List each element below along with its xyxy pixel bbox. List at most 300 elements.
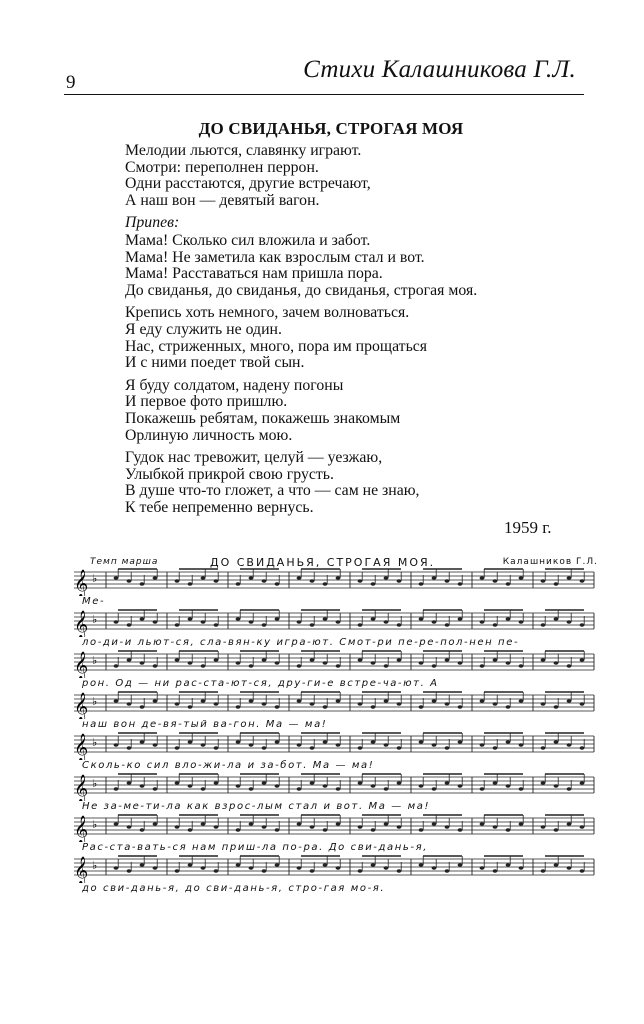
note-head — [175, 781, 180, 785]
note-head — [493, 781, 498, 785]
note-head — [323, 617, 328, 621]
staff — [60, 853, 600, 883]
note-head — [127, 869, 132, 873]
note-head — [249, 866, 254, 870]
note-head — [371, 661, 376, 665]
note-head — [541, 658, 546, 662]
lyric-line: Рас-ста-вать-ся нам приш-ла по-ра. До сви-дань-я, — [82, 842, 428, 853]
note-head — [188, 661, 193, 665]
treble-clef-icon: 𝄞 — [74, 733, 89, 760]
note-head — [127, 825, 132, 829]
music-system — [60, 730, 600, 772]
note-head — [580, 579, 585, 583]
page-header — [64, 50, 584, 93]
note-head — [419, 705, 424, 709]
note-head — [506, 784, 511, 788]
poem-line: Я буду солдатом, надену погоны — [125, 376, 344, 394]
note-head — [458, 828, 463, 832]
note-head — [262, 746, 267, 750]
stanza-2 — [125, 305, 585, 371]
note-head — [384, 664, 389, 668]
note-head — [419, 863, 424, 867]
note-head — [493, 579, 498, 583]
note-head — [567, 576, 572, 580]
note-head — [236, 740, 241, 744]
note-head — [249, 576, 254, 580]
note-head — [323, 828, 328, 832]
staff — [60, 730, 600, 760]
note-head — [310, 869, 315, 873]
poem-line: До свиданья, до свиданья, до свиданья, строгая моя. — [125, 281, 478, 299]
note-head — [262, 702, 267, 706]
note-head — [493, 746, 498, 750]
note-head — [506, 617, 511, 621]
note-head — [153, 822, 158, 826]
note-head — [358, 781, 363, 785]
poem-line: Орлиную личность мою. — [125, 426, 293, 444]
note-head — [432, 664, 437, 668]
note-head — [236, 705, 241, 709]
note-head — [397, 825, 402, 829]
note-head — [214, 658, 219, 662]
note-head — [140, 863, 145, 867]
note-head — [371, 582, 376, 586]
treble-clef-icon: 𝄞 — [74, 569, 89, 596]
note-head — [506, 828, 511, 832]
note-head — [480, 576, 485, 580]
note-head — [153, 866, 158, 870]
note-head — [336, 743, 341, 747]
note-head — [323, 863, 328, 867]
note-head — [297, 664, 302, 668]
note-head — [371, 740, 376, 744]
note-head — [580, 702, 585, 706]
music-system — [60, 812, 600, 854]
note-head — [114, 743, 119, 747]
note-head — [458, 582, 463, 586]
note-head — [397, 658, 402, 662]
note-head — [458, 863, 463, 867]
note-head — [201, 822, 206, 826]
note-head — [127, 658, 132, 662]
poem-line: А наш вон — девятый вагон. — [125, 191, 320, 209]
lyric-line: Сколь-ко сил вло-жи-ла и за-бот. Ма — ма! — [82, 760, 375, 771]
staff — [60, 648, 600, 678]
note-head — [140, 828, 145, 832]
note-head — [567, 743, 572, 747]
note-head — [384, 576, 389, 580]
note-head — [201, 576, 206, 580]
note-head — [480, 620, 485, 624]
note-head — [140, 705, 145, 709]
note-head — [175, 623, 180, 627]
note-head — [419, 828, 424, 832]
note-head — [358, 825, 363, 829]
note-head — [480, 743, 485, 747]
lyric-line: ло-ди-и льют-ся, сла-вян-ку игра-ют. Смот-ри пе-ре-пол-нен пе- — [82, 637, 520, 648]
note-head — [175, 658, 180, 662]
note-head — [519, 866, 524, 870]
note-head — [358, 746, 363, 750]
note-head — [567, 699, 572, 703]
note-head — [419, 784, 424, 788]
note-head — [236, 828, 241, 832]
staff — [60, 812, 600, 842]
note-head — [236, 582, 241, 586]
note-head — [519, 822, 524, 826]
note-head — [397, 623, 402, 627]
music-system — [60, 771, 600, 813]
note-head — [249, 787, 254, 791]
note-head — [493, 825, 498, 829]
poem-line: Я еду служить не один. — [125, 320, 282, 338]
note-head — [519, 620, 524, 624]
note-head — [201, 743, 206, 747]
note-head — [371, 828, 376, 832]
note-head — [432, 787, 437, 791]
treble-clef-icon: 𝄞 — [74, 856, 89, 883]
staff — [60, 566, 600, 596]
note-head — [506, 661, 511, 665]
poem-line: В душе что-то гложет, а что — сам не знаю, — [125, 482, 420, 500]
note-head — [140, 617, 145, 621]
note-head — [336, 866, 341, 870]
note-head — [310, 658, 315, 662]
note-head — [541, 825, 546, 829]
staff — [60, 689, 600, 719]
note-head — [554, 582, 559, 586]
header-rule — [64, 94, 584, 95]
note-head — [114, 664, 119, 668]
note-head — [114, 822, 119, 826]
note-head — [188, 828, 193, 832]
lyric-line: наш вон де-вя-тый ва-гон. Ма — ма! — [82, 719, 328, 730]
note-head — [297, 822, 302, 826]
composer-name: Калашников Г.Л. — [502, 557, 598, 567]
note-head — [127, 623, 132, 627]
note-head — [310, 746, 315, 750]
note-head — [249, 664, 254, 668]
note-head — [541, 579, 546, 583]
note-head — [175, 825, 180, 829]
note-head — [506, 705, 511, 709]
note-head — [480, 699, 485, 703]
note-head — [432, 699, 437, 703]
poem-line: Покажешь ребятам, покажешь знакомым — [125, 409, 401, 427]
note-head — [153, 743, 158, 747]
poem-line: Одни расстаются, другие встречают, — [125, 175, 371, 193]
note-head — [445, 781, 450, 785]
treble-clef-icon: 𝄞 — [74, 815, 89, 842]
poem-date: 1959 г. — [504, 518, 552, 537]
note-head — [432, 822, 437, 826]
note-head — [310, 702, 315, 706]
note-head — [445, 702, 450, 706]
treble-clef-icon: 𝄞 — [74, 610, 89, 637]
note-head — [236, 784, 241, 788]
note-head — [140, 661, 145, 665]
note-head — [249, 699, 254, 703]
tempo-marking: Темп марша — [90, 557, 159, 567]
note-head — [445, 825, 450, 829]
flat-sign-icon: ♭ — [92, 613, 98, 626]
note-head — [541, 623, 546, 627]
note-head — [458, 705, 463, 709]
note-head — [567, 822, 572, 826]
note-head — [445, 869, 450, 873]
note-head — [262, 869, 267, 873]
note-head — [419, 617, 424, 621]
note-head — [153, 620, 158, 624]
note-head — [458, 740, 463, 744]
note-head — [336, 699, 341, 703]
note-head — [358, 623, 363, 627]
note-head — [371, 784, 376, 788]
poem-line: Мелодии льются, славянку играют. — [125, 142, 362, 159]
note-head — [567, 664, 572, 668]
note-head — [541, 869, 546, 873]
note-head — [554, 828, 559, 832]
page-number: 9 — [66, 72, 76, 93]
note-head — [336, 822, 341, 826]
note-head — [358, 658, 363, 662]
note-head — [323, 740, 328, 744]
note-head — [567, 866, 572, 870]
note-head — [519, 743, 524, 747]
note-head — [114, 787, 119, 791]
poem-line: Крепись хоть немного, зачем волноваться. — [125, 304, 410, 322]
note-head — [480, 664, 485, 668]
note-head — [297, 699, 302, 703]
note-head — [580, 869, 585, 873]
note-head — [153, 576, 158, 580]
note-head — [480, 787, 485, 791]
note-head — [384, 699, 389, 703]
lyric-line: до сви-дань-я, до сви-дань-я, стро-гая мо-я. — [82, 883, 386, 894]
note-head — [554, 784, 559, 788]
note-head — [580, 825, 585, 829]
music-system — [60, 566, 600, 608]
note-head — [249, 822, 254, 826]
note-head — [201, 787, 206, 791]
note-head — [214, 746, 219, 750]
note-head — [297, 866, 302, 870]
lyric-line: Не за-ме-ти-ла как взрос-лым стал и вот. Ма — ма! — [82, 801, 431, 812]
flat-sign-icon: ♭ — [92, 736, 98, 749]
note-head — [519, 664, 524, 668]
flat-sign-icon: ♭ — [92, 777, 98, 790]
note-head — [236, 863, 241, 867]
note-head — [541, 746, 546, 750]
note-head — [275, 784, 280, 788]
note-head — [519, 787, 524, 791]
note-head — [201, 699, 206, 703]
note-head — [188, 705, 193, 709]
note-head — [384, 743, 389, 747]
note-head — [214, 869, 219, 873]
sheet-music — [60, 552, 600, 902]
note-head — [432, 620, 437, 624]
note-head — [432, 576, 437, 580]
lyric-line: Ме- — [82, 596, 106, 607]
music-system — [60, 607, 600, 649]
note-head — [480, 822, 485, 826]
note-head — [371, 705, 376, 709]
note-head — [336, 620, 341, 624]
note-head — [262, 781, 267, 785]
note-head — [140, 582, 145, 586]
note-head — [175, 579, 180, 583]
note-head — [384, 787, 389, 791]
note-head — [445, 623, 450, 627]
note-head — [140, 740, 145, 744]
note-head — [371, 863, 376, 867]
flat-sign-icon: ♭ — [92, 859, 98, 872]
note-head — [275, 740, 280, 744]
note-head — [358, 702, 363, 706]
note-head — [567, 787, 572, 791]
poem-line: Гудок нас тревожит, целуй — уезжаю, — [125, 449, 383, 467]
note-head — [297, 620, 302, 624]
score-title: ДО СВИДАНЬЯ, СТРОГАЯ МОЯ. — [210, 556, 436, 569]
note-head — [580, 658, 585, 662]
note-head — [262, 658, 267, 662]
note-head — [397, 702, 402, 706]
note-head — [127, 579, 132, 583]
note-head — [397, 746, 402, 750]
note-head — [493, 702, 498, 706]
note-head — [458, 661, 463, 665]
note-head — [214, 825, 219, 829]
lyric-line: рон. Од — ни рас-ста-ют-ся, дру-ги-е встре-ча-ют. А — [82, 678, 439, 689]
note-head — [323, 661, 328, 665]
note-head — [554, 705, 559, 709]
treble-clef-icon: 𝄞 — [74, 692, 89, 719]
poem-body — [125, 143, 585, 522]
note-head — [506, 740, 511, 744]
poem-line: И с ними поедет твой сын. — [125, 354, 305, 372]
treble-clef-icon: 𝄞 — [74, 774, 89, 801]
music-system — [60, 853, 600, 895]
note-head — [127, 702, 132, 706]
flat-sign-icon: ♭ — [92, 695, 98, 708]
note-head — [541, 781, 546, 785]
note-head — [580, 746, 585, 750]
note-head — [214, 702, 219, 706]
note-head — [554, 863, 559, 867]
note-head — [297, 576, 302, 580]
staff — [60, 771, 600, 801]
note-head — [127, 781, 132, 785]
stanza-3 — [125, 378, 585, 444]
note-head — [275, 582, 280, 586]
note-head — [249, 743, 254, 747]
poem-line: Нас, стриженных, много, пора им прощаться — [125, 337, 428, 355]
poem-line: Мама! Не заметила как взрослым стал и вот. — [125, 248, 425, 266]
staff — [60, 607, 600, 637]
note-head — [249, 620, 254, 624]
note-head — [458, 617, 463, 621]
note-head — [188, 784, 193, 788]
poem-line: К тебе непременно вернусь. — [125, 498, 314, 516]
note-head — [580, 781, 585, 785]
note-head — [214, 781, 219, 785]
note-head — [188, 863, 193, 867]
flat-sign-icon: ♭ — [92, 572, 98, 585]
note-head — [262, 825, 267, 829]
poem-line: Улыбкой прикрой свою грусть. — [125, 465, 334, 483]
note-head — [397, 579, 402, 583]
poem-line: Мама! Сколько сил вложила и забот. — [125, 231, 371, 249]
note-head — [310, 623, 315, 627]
music-system — [60, 689, 600, 731]
note-head — [480, 866, 485, 870]
note-head — [506, 582, 511, 586]
note-head — [153, 787, 158, 791]
refrain — [125, 233, 585, 299]
note-head — [188, 617, 193, 621]
note-head — [567, 620, 572, 624]
note-head — [275, 705, 280, 709]
note-head — [275, 863, 280, 867]
note-head — [323, 705, 328, 709]
stanza-1 — [125, 143, 585, 209]
note-head — [419, 661, 424, 665]
note-head — [493, 623, 498, 627]
note-head — [275, 661, 280, 665]
note-head — [114, 576, 119, 580]
note-head — [384, 620, 389, 624]
poem-line: Смотри: переполнен перрон. — [125, 158, 319, 176]
note-head — [419, 582, 424, 586]
note-head — [310, 825, 315, 829]
note-head — [554, 661, 559, 665]
note-head — [201, 620, 206, 624]
note-head — [297, 787, 302, 791]
note-head — [554, 617, 559, 621]
note-head — [358, 579, 363, 583]
note-head — [336, 664, 341, 668]
note-head — [384, 822, 389, 826]
note-head — [419, 740, 424, 744]
note-head — [153, 664, 158, 668]
note-head — [445, 579, 450, 583]
note-head — [493, 869, 498, 873]
note-head — [275, 828, 280, 832]
note-head — [127, 746, 132, 750]
note-head — [262, 623, 267, 627]
note-head — [493, 658, 498, 662]
note-head — [214, 579, 219, 583]
note-head — [310, 579, 315, 583]
note-head — [153, 699, 158, 703]
note-head — [236, 617, 241, 621]
running-head: Стихи Калашникова Г.Л. — [303, 56, 576, 83]
note-head — [297, 743, 302, 747]
note-head — [323, 784, 328, 788]
note-head — [140, 784, 145, 788]
note-head — [541, 702, 546, 706]
note-head — [336, 576, 341, 580]
flat-sign-icon: ♭ — [92, 654, 98, 667]
note-head — [310, 781, 315, 785]
note-head — [175, 869, 180, 873]
note-head — [175, 702, 180, 706]
note-head — [519, 576, 524, 580]
stanza-4 — [125, 450, 585, 516]
note-head — [275, 617, 280, 621]
note-head — [175, 746, 180, 750]
